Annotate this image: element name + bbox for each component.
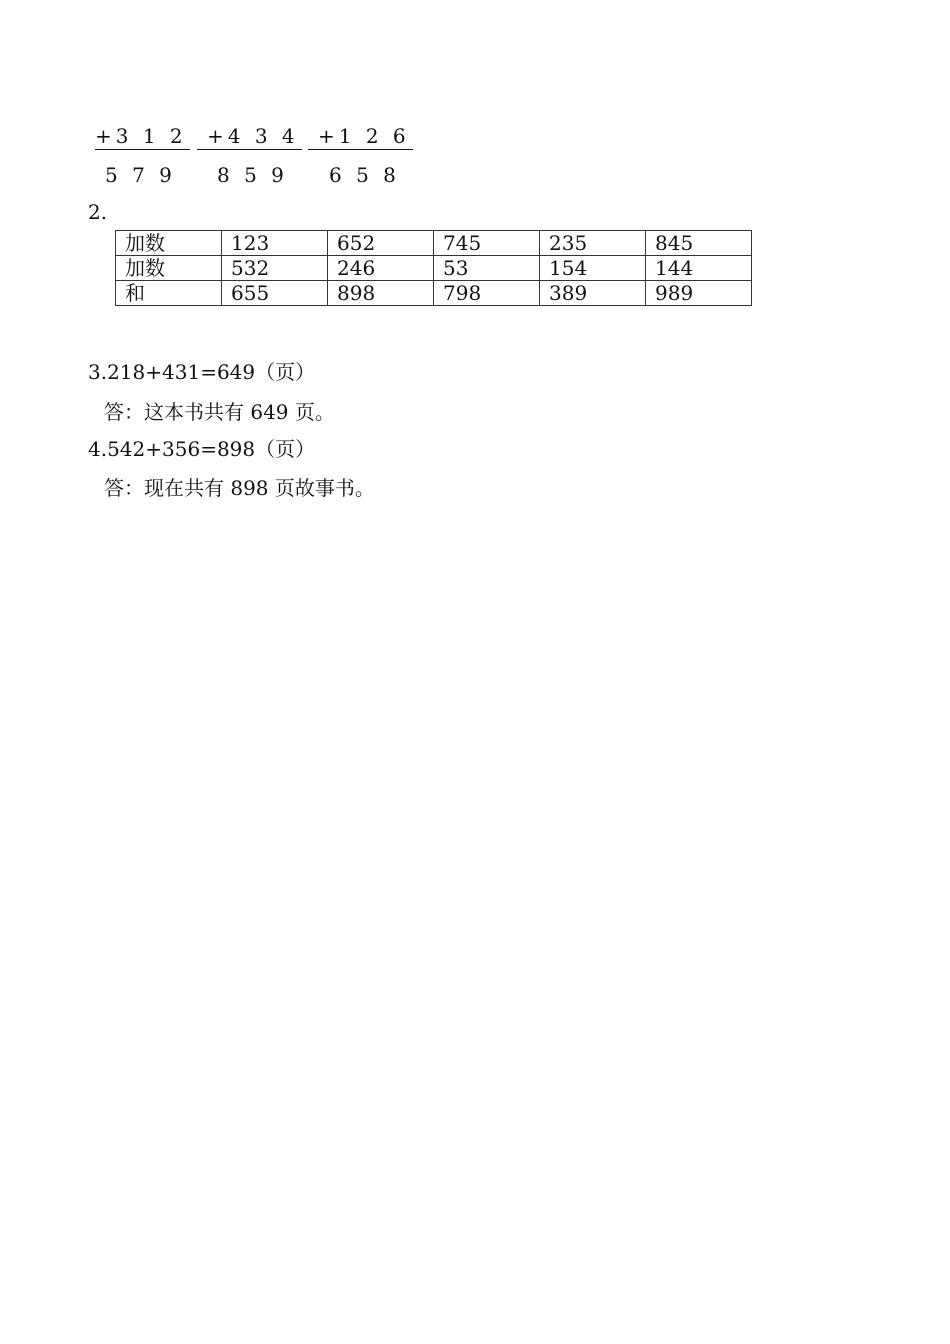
table-cell: 652 [328,231,434,256]
problem-1-sum: 5 7 9 [105,163,176,187]
table-cell: 532 [222,256,328,281]
row-header: 加数 [116,256,222,281]
table-cell: 53 [434,256,540,281]
row-header: 加数 [116,231,222,256]
problem-2-addend: +4 3 4 [197,124,302,148]
problem-2-sum: 8 5 9 [217,163,288,187]
table-row [116,231,752,256]
problem-3-addend: +1 2 6 [308,124,413,148]
table-cell: 745 [434,231,540,256]
row-header: 和 [116,281,222,306]
section-3-answer: 答：这本书共有 649 页。 [104,400,335,424]
section-4-answer: 答：现在共有 898 页故事书。 [104,476,375,500]
table-cell: 389 [540,281,646,306]
table-cell: 798 [434,281,540,306]
section-2-label: 2. [88,200,108,224]
table-cell: 154 [540,256,646,281]
section-4-equation: 4.542+356=898（页） [88,437,316,461]
table-cell: 123 [222,231,328,256]
problem-1-addend: +3 1 2 [95,124,190,148]
table-cell: 845 [646,231,752,256]
table-cell: 144 [646,256,752,281]
table-cell: 655 [222,281,328,306]
table-cell: 898 [328,281,434,306]
section-3-equation: 3.218+431=649（页） [88,360,316,384]
table-cell: 989 [646,281,752,306]
problem-3-sum: 6 5 8 [329,163,400,187]
addition-table [115,230,752,306]
table-cell: 235 [540,231,646,256]
table-row [116,281,752,306]
table-cell: 246 [328,256,434,281]
table-row [116,256,752,281]
